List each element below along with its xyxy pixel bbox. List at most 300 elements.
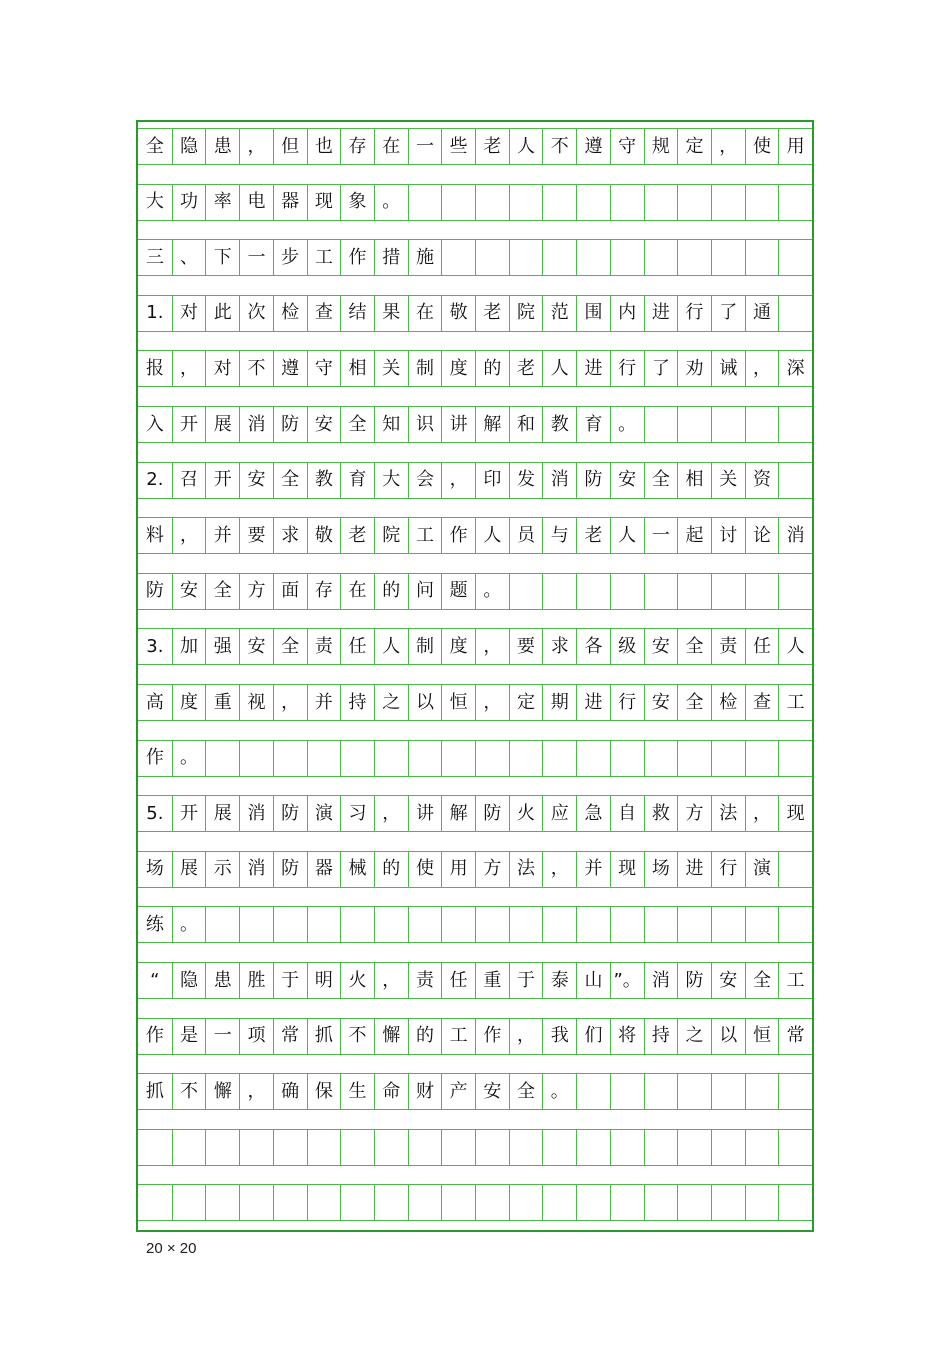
- grid-cell: 以: [711, 1019, 745, 1054]
- grid-cell: 患: [205, 963, 239, 998]
- grid-cell: ，: [475, 685, 509, 720]
- grid-cell: [374, 741, 408, 776]
- grid-cell: [644, 1130, 678, 1165]
- grid-cell: 消: [239, 852, 273, 887]
- grid-cell: 安: [239, 629, 273, 664]
- grid-cell: 入: [145, 413, 164, 435]
- grid-cell: 制: [408, 351, 442, 386]
- grid-cell: 率: [205, 185, 239, 220]
- grid-cell: 将: [610, 1019, 644, 1054]
- grid-cell: [542, 240, 576, 275]
- grid-row: [138, 462, 812, 499]
- grid-cell: 级: [610, 629, 644, 664]
- grid-cell: [374, 907, 408, 942]
- grid-cell: 对: [172, 296, 206, 331]
- grid-cell: ，: [273, 685, 307, 720]
- grid-cell: 进: [644, 296, 678, 331]
- grid-cell: [542, 741, 576, 776]
- grid-cell: 讲: [408, 796, 442, 831]
- grid-cell: 老: [475, 129, 509, 164]
- grid-cell: [644, 1074, 678, 1109]
- grid-cell: [475, 1130, 509, 1165]
- grid-cell: 召: [172, 463, 206, 498]
- grid-cell: 法: [711, 796, 745, 831]
- grid-row: [138, 1073, 812, 1110]
- grid-cell: 防: [273, 852, 307, 887]
- grid-cell: 方: [475, 852, 509, 887]
- grid-cell: 常: [778, 1019, 812, 1054]
- grid-cell: 一: [644, 518, 678, 553]
- grid-cell: [644, 574, 678, 609]
- grid-cell: [205, 907, 239, 942]
- grid-row: [138, 684, 812, 721]
- grid-cell: [677, 407, 711, 442]
- grid-cell: [610, 574, 644, 609]
- grid-cell: 要: [509, 629, 543, 664]
- grid-cell: 是: [172, 1019, 206, 1054]
- grid-cell: [745, 1130, 779, 1165]
- grid-cell: 防: [677, 963, 711, 998]
- grid-cell: 解: [441, 796, 475, 831]
- grid-cell: 消: [239, 796, 273, 831]
- grid-cell: 全: [644, 463, 678, 498]
- grid-cell: 应: [542, 796, 576, 831]
- grid-row: [138, 128, 812, 165]
- grid-cell: 胜: [239, 963, 273, 998]
- grid-cell: 内: [610, 296, 644, 331]
- grid-cell: 自: [610, 796, 644, 831]
- grid-cell: 和: [509, 407, 543, 442]
- grid-cell: [509, 907, 543, 942]
- grid-cell: 敬: [307, 518, 341, 553]
- grid-cell: [239, 1185, 273, 1220]
- grid-cell: 展: [205, 796, 239, 831]
- grid-cell: [408, 185, 442, 220]
- grid-cell: ，: [374, 963, 408, 998]
- grid-cell: 人: [374, 629, 408, 664]
- grid-cell: 消: [644, 963, 678, 998]
- grid-cell: ，: [745, 796, 779, 831]
- grid-cell: 的: [408, 1019, 442, 1054]
- grid-cell: 持: [644, 1019, 678, 1054]
- grid-cell: 深: [778, 351, 812, 386]
- grid-cell: 围: [576, 296, 610, 331]
- grid-cell: 隐: [172, 963, 206, 998]
- grid-cell: [509, 1185, 543, 1220]
- grid-cell: 的: [374, 574, 408, 609]
- grid-cell: 制: [408, 629, 442, 664]
- grid-cell: 持: [340, 685, 374, 720]
- grid-cell: 员: [509, 518, 543, 553]
- grid-cell: [711, 240, 745, 275]
- grid-cell: 不: [542, 129, 576, 164]
- grid-cell: ，: [475, 629, 509, 664]
- grid-cell: 规: [644, 129, 678, 164]
- grid-cell: 相: [677, 463, 711, 498]
- grid-cell: 急: [576, 796, 610, 831]
- grid-cell: 此: [205, 296, 239, 331]
- grid-cell: 人: [509, 129, 543, 164]
- grid-cell: 械: [340, 852, 374, 887]
- grid-cell: 老: [475, 296, 509, 331]
- grid-cell: [172, 1185, 206, 1220]
- grid-cell: 遵: [576, 129, 610, 164]
- grid-cell: 起: [677, 518, 711, 553]
- grid-cell: 任: [340, 629, 374, 664]
- grid-cell: 隐: [172, 129, 206, 164]
- grid-cell: [475, 185, 509, 220]
- grid-cell: [172, 1130, 206, 1165]
- grid-cell: ，: [172, 351, 206, 386]
- grid-cell: [745, 1185, 779, 1220]
- grid-cell: 对: [205, 351, 239, 386]
- grid-cell: 一: [205, 1019, 239, 1054]
- grid-cell: 期: [542, 685, 576, 720]
- grid-cell: 视: [239, 685, 273, 720]
- grid-row: [138, 962, 812, 999]
- grid-cell: [711, 741, 745, 776]
- grid-cell: 火: [340, 963, 374, 998]
- grid-cell: 全: [677, 685, 711, 720]
- grid-cell: [711, 1074, 745, 1109]
- grid-cell: [509, 574, 543, 609]
- grid-cell: 行: [610, 685, 644, 720]
- grid-cell: [374, 1185, 408, 1220]
- grid-cell: 行: [677, 296, 711, 331]
- grid-cell: 关: [374, 351, 408, 386]
- grid-cell: 的: [374, 852, 408, 887]
- grid-cell: [340, 907, 374, 942]
- grid-cell: 之: [677, 1019, 711, 1054]
- grid-cell: [644, 240, 678, 275]
- grid-cell: [576, 1130, 610, 1165]
- grid-cell: [677, 574, 711, 609]
- grid-cell: [644, 185, 678, 220]
- grid-cell: 老: [576, 518, 610, 553]
- grid-cell: 并: [307, 685, 341, 720]
- grid-cell: 安: [475, 1074, 509, 1109]
- grid-cell: 示: [205, 852, 239, 887]
- grid-cell: [778, 407, 812, 442]
- grid-cell: 重: [475, 963, 509, 998]
- grid-cell: 进: [677, 852, 711, 887]
- grid-cell: 工: [778, 685, 812, 720]
- grid-cell: 以: [408, 685, 442, 720]
- grid-cell: 功: [172, 185, 206, 220]
- grid-cell: 一: [408, 129, 442, 164]
- grid-row: [138, 517, 812, 554]
- grid-cell: 老: [509, 351, 543, 386]
- grid-cell: 行: [711, 852, 745, 887]
- grid-cell: 加: [172, 629, 206, 664]
- grid-row: [138, 1018, 812, 1055]
- grid-cell: 消: [542, 463, 576, 498]
- grid-cell: 于: [509, 963, 543, 998]
- grid-cell: ，: [239, 1074, 273, 1109]
- grid-cell: 大: [374, 463, 408, 498]
- grid-cell: [239, 907, 273, 942]
- grid-cell: 于: [273, 963, 307, 998]
- grid-cell: 下: [205, 240, 239, 275]
- grid-cell: [340, 1185, 374, 1220]
- grid-cell: [273, 741, 307, 776]
- grid-cell: 解: [475, 407, 509, 442]
- grid-cell: 。: [610, 407, 644, 442]
- grid-cell: 救: [644, 796, 678, 831]
- grid-cell: 用: [441, 852, 475, 887]
- grid-cell: 产: [441, 1074, 475, 1109]
- grid-cell: 问: [408, 574, 442, 609]
- grid-cell: ，: [542, 852, 576, 887]
- grid-cell: 安: [239, 463, 273, 498]
- grid-cell: ，: [745, 351, 779, 386]
- grid-cell: [778, 574, 812, 609]
- grid-cell: [239, 1130, 273, 1165]
- grid-row: [138, 184, 812, 221]
- grid-cell: 确: [273, 1074, 307, 1109]
- grid-cell: [778, 1130, 812, 1165]
- grid-cell: [745, 741, 779, 776]
- grid-cell: [711, 1185, 745, 1220]
- grid-cell: 但: [273, 129, 307, 164]
- grid-cell: 消: [239, 407, 273, 442]
- grid-cell: 人: [610, 518, 644, 553]
- grid-cell: [745, 185, 779, 220]
- grid-cell: 工: [408, 518, 442, 553]
- grid-cell: 防: [145, 580, 164, 602]
- grid-cell: 法: [509, 852, 543, 887]
- grid-row: [138, 906, 812, 943]
- grid-cell: [778, 185, 812, 220]
- grid-cell: 责: [408, 963, 442, 998]
- grid-cell: 也: [307, 129, 341, 164]
- grid-cell: 全: [145, 135, 164, 157]
- grid-cell: [509, 1130, 543, 1165]
- grid-cell: 们: [576, 1019, 610, 1054]
- grid-cell: 讨: [711, 518, 745, 553]
- grid-cell: 存: [307, 574, 341, 609]
- grid-cell: [307, 741, 341, 776]
- grid-cell: [610, 907, 644, 942]
- grid-cell: 作: [441, 518, 475, 553]
- grid-cell: 作: [145, 1025, 164, 1047]
- grid-cell: 一: [239, 240, 273, 275]
- grid-cell: [644, 1185, 678, 1220]
- grid-cell: 1.: [146, 302, 164, 324]
- grid-cell: 保: [307, 1074, 341, 1109]
- grid-cell: 安: [307, 407, 341, 442]
- grid-cell: [778, 1074, 812, 1109]
- grid-cell: 度: [441, 629, 475, 664]
- grid-cell: [711, 1130, 745, 1165]
- grid-cell: 求: [542, 629, 576, 664]
- grid-cell: [677, 907, 711, 942]
- grid-cell: 防: [273, 796, 307, 831]
- grid-cell: [273, 907, 307, 942]
- grid-cell: 演: [745, 852, 779, 887]
- grid-cell: [307, 1130, 341, 1165]
- grid-row: [138, 295, 812, 332]
- grid-cell: 安: [644, 685, 678, 720]
- grid-cell: 开: [172, 796, 206, 831]
- grid-cell: 懈: [205, 1074, 239, 1109]
- grid-cell: [644, 907, 678, 942]
- grid-cell: 教: [307, 463, 341, 498]
- grid-cell: 我: [542, 1019, 576, 1054]
- grid-cell: 山: [576, 963, 610, 998]
- grid-cell: [711, 907, 745, 942]
- grid-cell: 了: [644, 351, 678, 386]
- grid-cell: 教: [542, 407, 576, 442]
- grid-cell: 施: [408, 240, 442, 275]
- grid-cell: 要: [239, 518, 273, 553]
- grid-cell: 抓: [145, 1080, 164, 1102]
- grid-cell: [778, 852, 812, 887]
- grid-cell: [576, 907, 610, 942]
- grid-cell: 工: [307, 240, 341, 275]
- grid-cell: 行: [610, 351, 644, 386]
- grid-cell: 育: [576, 407, 610, 442]
- grid-cell: ，: [172, 518, 206, 553]
- grid-cell: [745, 407, 779, 442]
- grid-cell: ，: [239, 129, 273, 164]
- grid-cell: 度: [172, 685, 206, 720]
- grid-cell: 责: [307, 629, 341, 664]
- grid-cell: 老: [340, 518, 374, 553]
- grid-cell: 作: [145, 747, 164, 769]
- grid-cell: [475, 240, 509, 275]
- grid-cell: 的: [475, 351, 509, 386]
- grid-cell: 恒: [441, 685, 475, 720]
- grid-cell: 大: [145, 191, 164, 213]
- grid-cell: 发: [509, 463, 543, 498]
- grid-cell: 泰: [542, 963, 576, 998]
- grid-cell: [677, 1130, 711, 1165]
- grid-cell: [205, 1130, 239, 1165]
- grid-cell: 器: [307, 852, 341, 887]
- grid-cell: 安: [644, 629, 678, 664]
- grid-cell: 电: [239, 185, 273, 220]
- manuscript-grid: [136, 120, 814, 1232]
- grid-cell: 三: [145, 246, 164, 268]
- grid-cell: 育: [340, 463, 374, 498]
- grid-cell: [745, 240, 779, 275]
- grid-cell: [239, 741, 273, 776]
- grid-row: [138, 740, 812, 777]
- grid-cell: 使: [745, 129, 779, 164]
- grid-cell: [475, 1185, 509, 1220]
- grid-cell: 高: [145, 691, 164, 713]
- grid-cell: 2.: [146, 469, 164, 491]
- grid-cell: 。: [172, 907, 206, 942]
- grid-cell: ，: [374, 796, 408, 831]
- grid-cell: 面: [273, 574, 307, 609]
- grid-cell: 人: [475, 518, 509, 553]
- grid-cell: 开: [205, 463, 239, 498]
- grid-cell: 场: [145, 858, 164, 880]
- grid-cell: 展: [172, 852, 206, 887]
- grid-cell: 讲: [441, 407, 475, 442]
- grid-cell: 劝: [677, 351, 711, 386]
- grid-cell: [509, 741, 543, 776]
- grid-cell: [408, 907, 442, 942]
- grid-cell: 资: [745, 463, 779, 498]
- grid-cell: 定: [509, 685, 543, 720]
- grid-cell: 定: [677, 129, 711, 164]
- grid-cell: [374, 1130, 408, 1165]
- grid-cell: 责: [711, 629, 745, 664]
- grid-cell: [576, 1074, 610, 1109]
- grid-cell: 次: [239, 296, 273, 331]
- grid-cell: [441, 240, 475, 275]
- grid-cell: ，: [509, 1019, 543, 1054]
- grid-cell: 命: [374, 1074, 408, 1109]
- grid-cell: 。: [172, 741, 206, 776]
- grid-cell: 料: [145, 524, 164, 546]
- grid-cell: 练: [145, 913, 164, 935]
- grid-row: [138, 851, 812, 888]
- grid-cell: 现: [778, 796, 812, 831]
- grid-cell: 方: [239, 574, 273, 609]
- grid-cell: 。: [475, 574, 509, 609]
- grid-cell: 遵: [273, 351, 307, 386]
- grid-cell: [576, 185, 610, 220]
- grid-cell: [408, 1130, 442, 1165]
- grid-cell: 全: [677, 629, 711, 664]
- grid-cell: 人: [778, 629, 812, 664]
- grid-cell: [138, 1130, 172, 1165]
- grid-cell: [677, 185, 711, 220]
- grid-cell: 开: [172, 407, 206, 442]
- grid-cell: 火: [509, 796, 543, 831]
- grid-cell: 项: [239, 1019, 273, 1054]
- grid-cell: [475, 907, 509, 942]
- grid-cell: 求: [273, 518, 307, 553]
- grid-cell: 些: [441, 129, 475, 164]
- grid-cell: 现: [307, 185, 341, 220]
- grid-row: [138, 795, 812, 832]
- grid-cell: [205, 741, 239, 776]
- grid-cell: [441, 185, 475, 220]
- grid-cell: [576, 240, 610, 275]
- grid-cell: 全: [340, 407, 374, 442]
- grid-cell: [542, 1185, 576, 1220]
- grid-cell: 全: [205, 574, 239, 609]
- grid-cell: 懈: [374, 1019, 408, 1054]
- grid-cell: [610, 185, 644, 220]
- grid-cell: 守: [307, 351, 341, 386]
- grid-cell: [205, 1185, 239, 1220]
- grid-cell: 措: [374, 240, 408, 275]
- grid-cell: [542, 907, 576, 942]
- grid-cell: [307, 907, 341, 942]
- grid-cell: [677, 741, 711, 776]
- grid-cell: [711, 185, 745, 220]
- grid-cell: 全: [509, 1074, 543, 1109]
- grid-cell: [542, 185, 576, 220]
- grid-cell: 并: [205, 518, 239, 553]
- grid-cell: 会: [408, 463, 442, 498]
- grid-cell: 人: [542, 351, 576, 386]
- grid-cell: 场: [644, 852, 678, 887]
- grid-size-label: 20 × 20: [146, 1240, 197, 1257]
- grid-cell: 安: [711, 963, 745, 998]
- grid-cell: 全: [745, 963, 779, 998]
- grid-cell: 结: [340, 296, 374, 331]
- grid-cell: [475, 741, 509, 776]
- grid-cell: 患: [205, 129, 239, 164]
- grid-cell: 关: [711, 463, 745, 498]
